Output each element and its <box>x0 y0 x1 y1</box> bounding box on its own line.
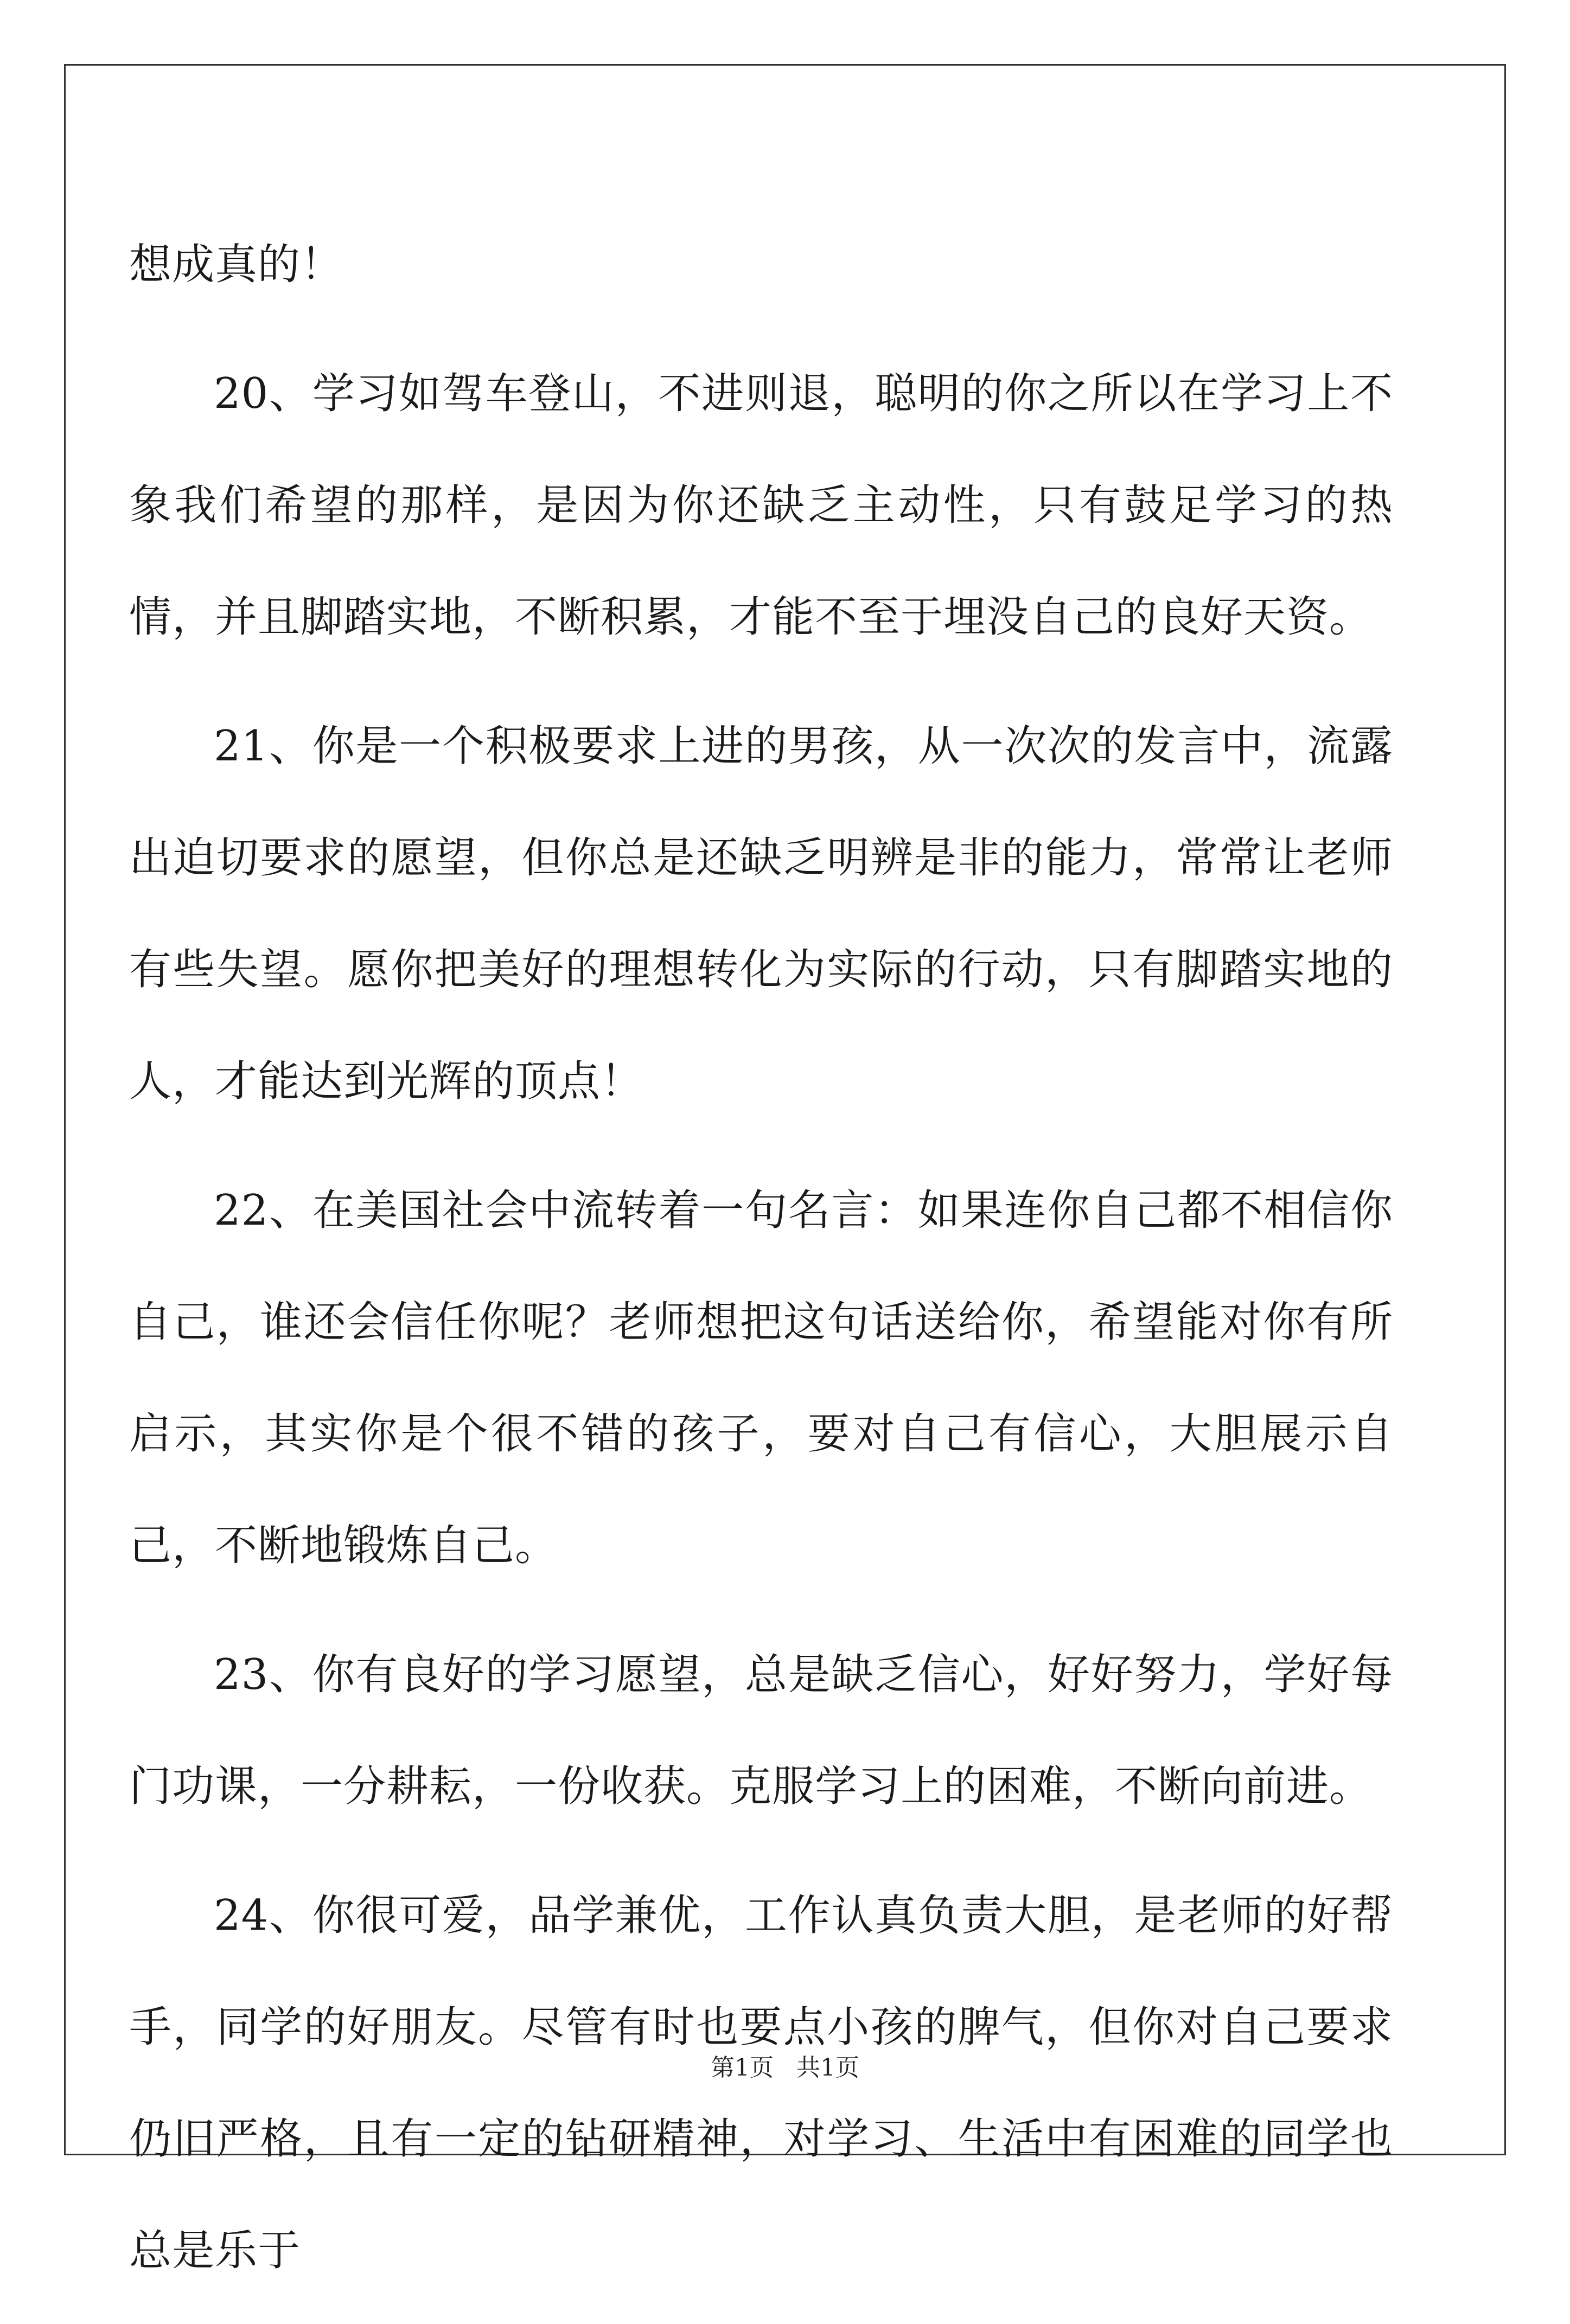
page-number-current: 第1页 <box>711 2054 774 2082</box>
paragraph-23: 23、你有良好的学习愿望，总是缺乏信心，好好努力，学好每门功课，一分耕耘，一份收获。克服学习上的困难，不断向前进。 <box>129 1650 1393 1811</box>
paragraph-21: 21、你是一个积极要求上进的男孩，从一次次的发言中，流露出迫切要求的愿望，但你总是还缺乏明辨是非的能力，常常让老师有些失望。愿你把美好的理想转化为实际的行动，只有脚踏实地的人，才能达到光辉的顶点！ <box>129 722 1393 1106</box>
page-number-total: 共1页 <box>796 2054 859 2082</box>
paragraph-22: 22、在美国社会中流转着一句名言：如果连你自己都不相信你自己，谁还会信任你呢？老师想把这句话送给你，希望能对你有所启示，其实你是个很不错的孩子，要对自己有信心，大胆展示自己，不断地锻炼自己。 <box>129 1186 1393 1570</box>
paragraph-continuation: 想成真的！ <box>129 240 344 289</box>
page-footer <box>0 2052 1570 2084</box>
paragraph-24: 24、你很可爱，品学兼优，工作认真负责大胆，是老师的好帮手，同学的好朋友。尽管有时也要点小孩的脾气，但你对自己要求仍旧严格，且有一定的钻研精神，对学习、生活中有困难的同学也总是乐于 <box>129 1891 1393 2275</box>
paragraph-20: 20、学习如驾车登山，不进则退，聪明的你之所以在学习上不象我们希望的那样，是因为你还缺乏主动性，只有鼓足学习的热情，并且脚踏实地，不断积累，才能不至于埋没自己的良好天资。 <box>129 369 1393 642</box>
document-body <box>129 209 1393 2324</box>
